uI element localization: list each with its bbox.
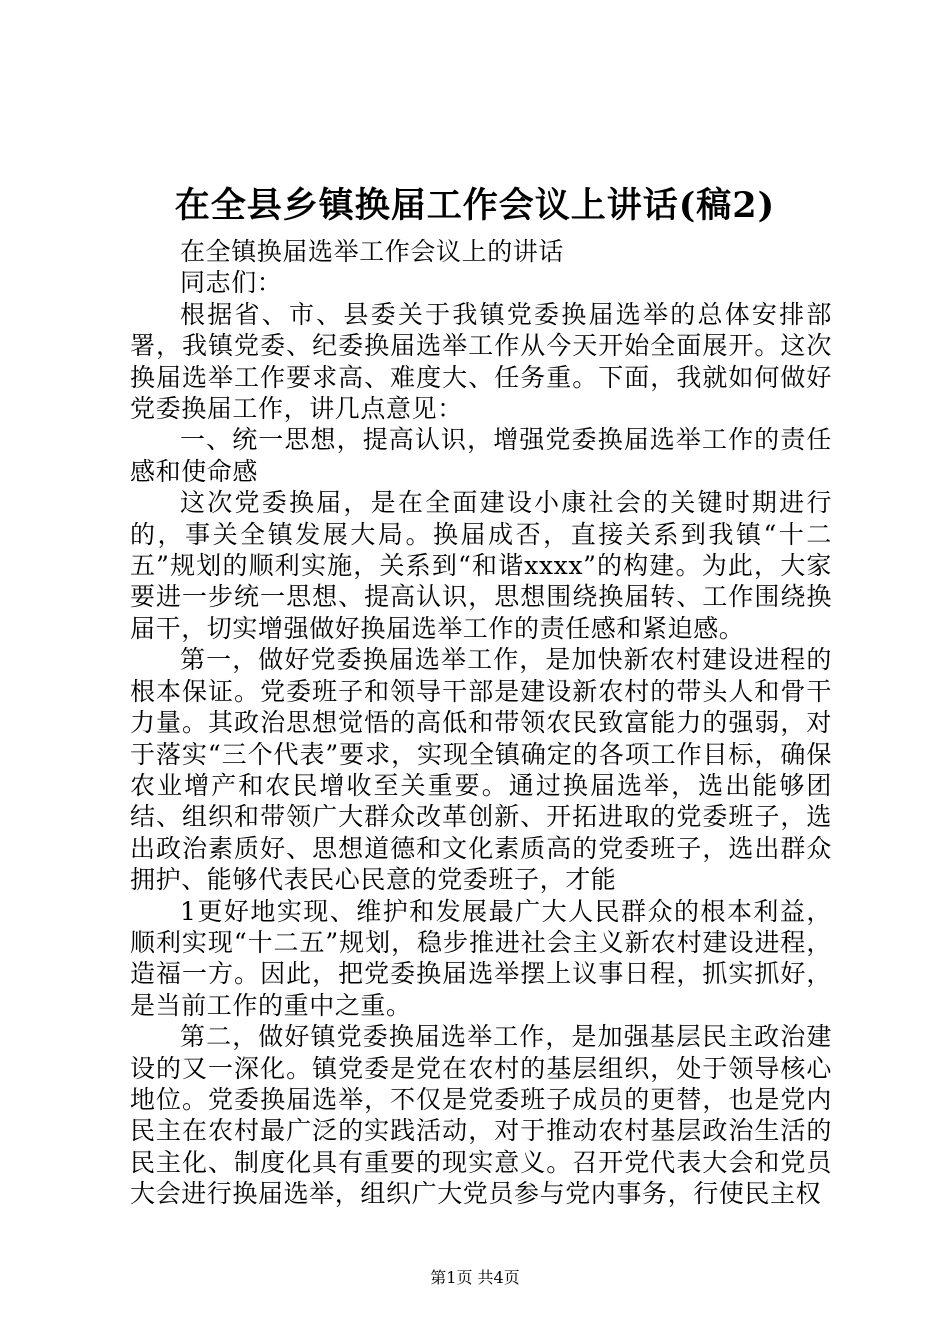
salutation: 同志们： [180, 268, 283, 298]
section-heading: 一、统一思想，提高认识，增强党委换届选举工作的责任感和使命感 [130, 425, 832, 486]
body-paragraph: 第二，做好镇党委换届选举工作，是加强基层民主政治建设的又一深化。镇党委是党在农村的基层组织，处于领导核心地位。党委换届选举，不仅是党委班子成员的更替，也是党内民主在农村最广泛的实践活动，对于推动农村基层政治生活的民主化、制度化具有重要的现实意义。召开党代表大会和党员大会进行换届选举，组织广大党员参与党内事务，行使民主权 [130, 1022, 832, 1209]
body-paragraph: 这次党委换届，是在全面建设小康社会的关键时期进行的，事关全镇发展大局。换届成否，直接关系到我镇“十二五”规划的顺利实施，关系到“和谐xxxx”的构建。为此，大家要进一步统一思想、提高认识，思想围绕换届转、工作围绕换届干，切实增强做好换届选举工作的责任感和紧迫感。 [130, 488, 832, 643]
document-title: 在全县乡镇换届工作会议上讲话(稿2) [174, 185, 776, 226]
body-paragraph: 第一，做好党委换届选举工作，是加快新农村建设进程的根本保证。党委班子和领导干部是建设新农村的带头人和骨干力量。其政治思想觉悟的高低和带领农民致富能力的强弱，对于落实“三个代表”要求，实现全镇确定的各项工作目标，确保农业增产和农民增收至关重要。通过换届选举，选出能够团结、组织和带领广大群众改革创新、开拓进取的党委班子，选出政治素质好、思想道德和文化素质高的党委班子，选出群众拥护、能够代表民心民意的党委班子，才能 [130, 645, 832, 895]
page-number: 第1页 共4页 [430, 1268, 520, 1287]
speech-heading: 在全镇换届选举工作会议上的讲话 [180, 237, 565, 266]
body-paragraph: 1更好地实现、维护和发展最广大人民群众的根本利益，顺利实现“十二五”规划，稳步推进社会主义新农村建设进程，造福一方。因此，把党委换届选举摆上议事日程，抓实抓好，是当前工作的重中之重。 [130, 896, 832, 1020]
body-paragraph: 根据省、市、县委关于我镇党委换届选举的总体安排部署，我镇党委、纪委换届选举工作从今天开始全面展开。这次换届选举工作要求高、难度大、任务重。下面，我就如何做好党委换届工作，讲几点意见： [130, 299, 832, 424]
document-body [130, 236, 832, 1210]
